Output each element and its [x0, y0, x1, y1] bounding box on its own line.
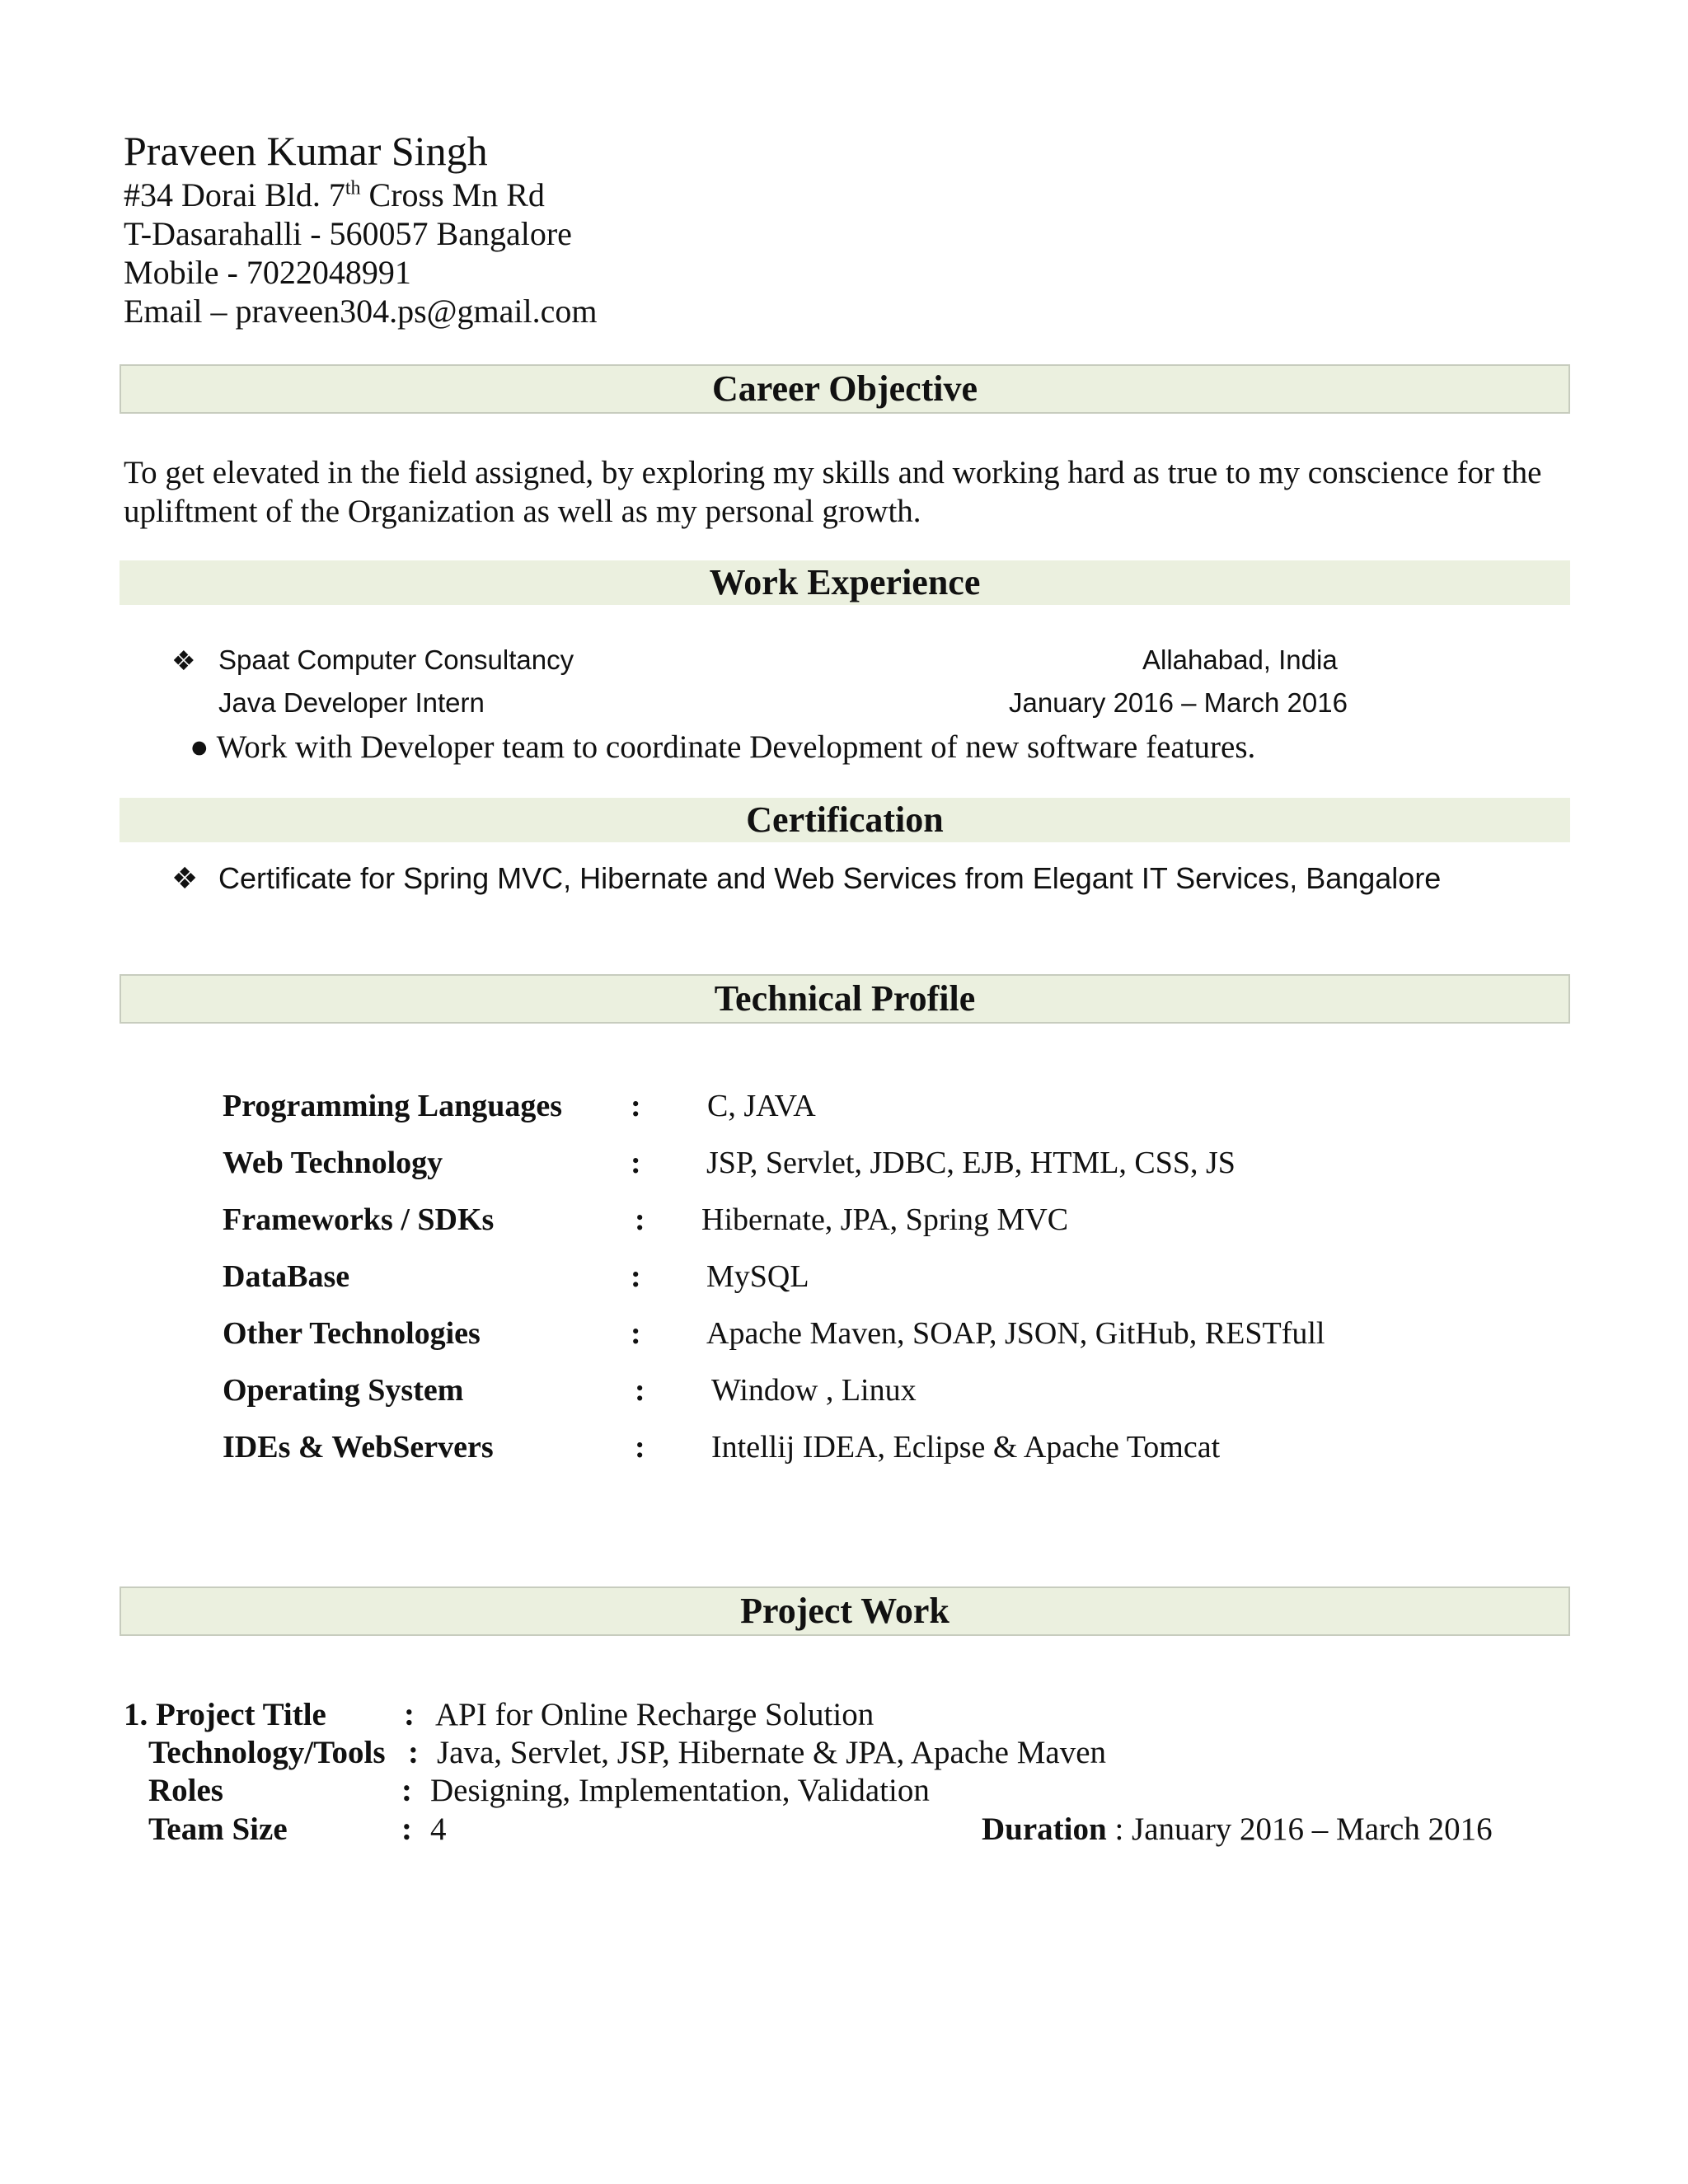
address-superscript: th — [345, 177, 361, 199]
address-line-1-end: Cross Mn Rd — [360, 176, 545, 213]
mobile-number: Mobile - 7022048991 — [124, 254, 411, 291]
project-duration-value: : January 2016 – March 2016 — [1106, 1811, 1493, 1847]
certification-diamond-icon: ❖ — [171, 861, 199, 895]
work-role: Java Developer Intern — [218, 687, 485, 718]
tech-value: MySQL — [706, 1259, 809, 1294]
tech-value: C, JAVA — [707, 1089, 816, 1123]
project-duration-label: Duration — [982, 1811, 1107, 1847]
project-team-label: Team Size — [148, 1811, 288, 1847]
tech-value: Intellij IDEA, Eclipse & Apache Tomcat — [711, 1430, 1221, 1465]
work-experience-heading: Work Experience — [120, 560, 1570, 605]
tech-colon: : — [631, 1089, 641, 1123]
project-roles-value: Designing, Implementation, Validation — [430, 1773, 930, 1808]
work-location: Allahabad, India — [1142, 644, 1338, 675]
project-tools-row — [148, 1734, 386, 1771]
contact-block — [124, 128, 597, 330]
work-company: Spaat Computer Consultancy — [218, 644, 574, 675]
tech-value: JSP, Servlet, JDBC, EJB, HTML, CSS, JS — [706, 1146, 1236, 1180]
project-roles-label: Roles — [148, 1773, 223, 1808]
candidate-name: Praveen Kumar Singh — [124, 128, 488, 174]
tech-label: DataBase — [223, 1259, 350, 1294]
work-dates: January 2016 – March 2016 — [1009, 687, 1348, 718]
project-tools-label: Technology/Tools — [148, 1735, 386, 1770]
career-objective-text: To get elevated in the field assigned, by exploring my skills and working hard as true to my conscience for the upliftment of the Organization as well as my personal growth. — [124, 455, 1542, 529]
tech-colon: : — [635, 1202, 645, 1237]
tech-label: Other Technologies — [223, 1316, 481, 1351]
project-duration — [982, 1811, 1493, 1848]
project-team-value: 4 — [430, 1811, 447, 1847]
project-title-colon: : — [404, 1697, 415, 1732]
work-bullet: ● Work with Developer team to coordinate Development of new software features. — [190, 729, 1256, 765]
email-address: Email – praveen304.ps@gmail.com — [124, 293, 598, 330]
project-title-label: 1. Project Title — [124, 1697, 326, 1732]
tech-value: Hibernate, JPA, Spring MVC — [701, 1202, 1069, 1237]
tech-colon: : — [631, 1146, 641, 1180]
project-title-row — [124, 1696, 326, 1733]
tech-label: Frameworks / SDKs — [223, 1202, 495, 1237]
project-team-colon: : — [401, 1811, 412, 1847]
project-work-heading: Project Work — [120, 1586, 1570, 1636]
certification-item: Certificate for Spring MVC, Hibernate and Web Services from Elegant IT Services, Bangalore — [218, 861, 1442, 895]
technical-profile-heading: Technical Profile — [120, 974, 1570, 1024]
tech-colon: : — [631, 1259, 641, 1294]
tech-colon: : — [631, 1316, 641, 1351]
career-objective-heading: Career Objective — [120, 364, 1570, 414]
address-line-2: T-Dasarahalli - 560057 Bangalore — [124, 215, 572, 252]
address-line-1-start: #34 Dorai Bld. 7 — [124, 176, 345, 213]
certification-heading: Certification — [120, 798, 1570, 842]
work-diamond-icon: ❖ — [171, 645, 196, 676]
project-roles-row — [148, 1772, 223, 1809]
project-tools-value: Java, Servlet, JSP, Hibernate & JPA, Apache Maven — [437, 1735, 1107, 1770]
tech-label: Operating System — [223, 1373, 464, 1408]
tech-label: IDEs & WebServers — [223, 1430, 494, 1465]
tech-label: Programming Languages — [223, 1089, 563, 1123]
project-title-value: API for Online Recharge Solution — [435, 1697, 874, 1732]
project-team-row — [148, 1811, 288, 1848]
tech-value: Apache Maven, SOAP, JSON, GitHub, RESTfull — [706, 1316, 1325, 1351]
tech-label: Web Technology — [223, 1146, 443, 1180]
project-tools-colon: : — [408, 1735, 419, 1770]
tech-value: Window , Linux — [711, 1373, 917, 1408]
tech-colon: : — [635, 1430, 645, 1465]
tech-colon: : — [635, 1373, 645, 1408]
project-roles-colon: : — [401, 1773, 412, 1808]
address-line-1 — [124, 176, 597, 214]
